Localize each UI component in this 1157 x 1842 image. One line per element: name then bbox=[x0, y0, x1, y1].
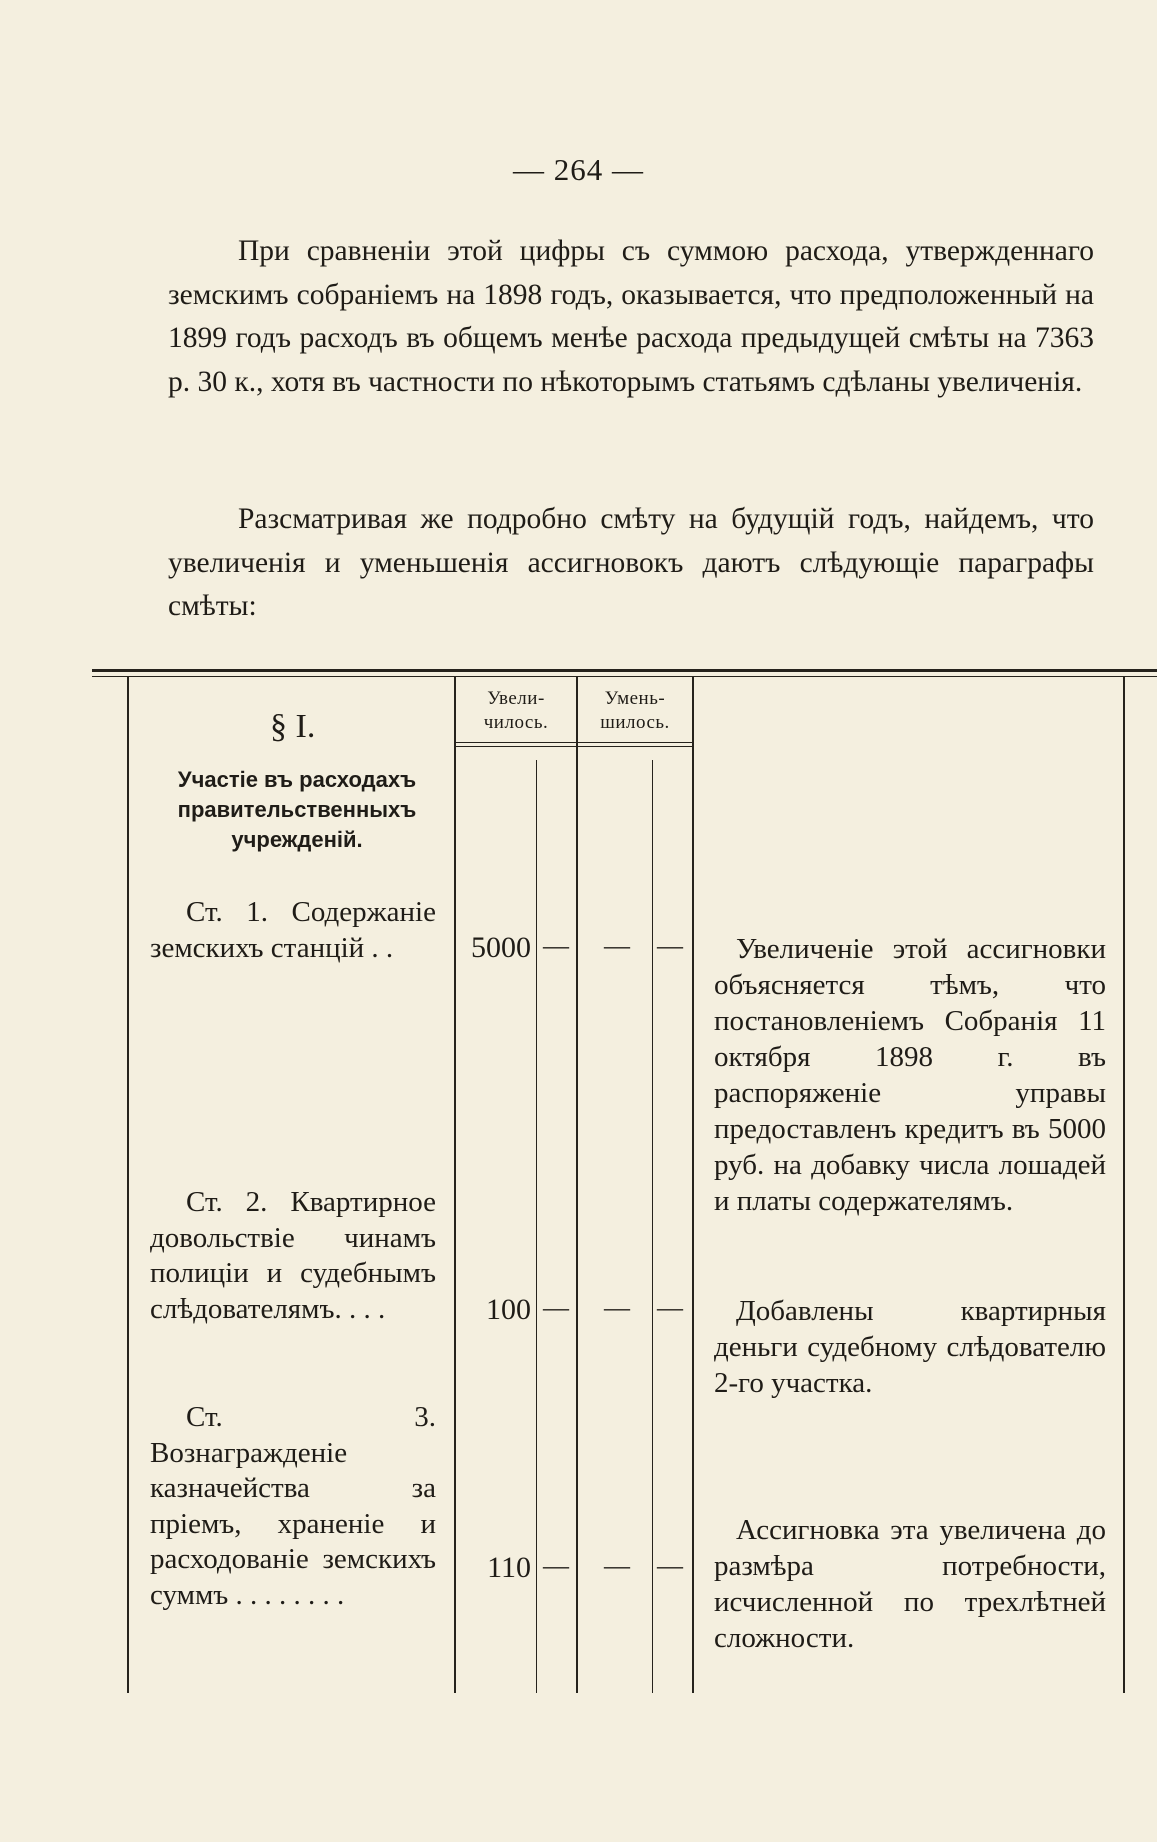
article-1-decreased-dash: — bbox=[604, 931, 630, 960]
article-3-decreased-dash: — bbox=[604, 1551, 630, 1580]
article-2-decreased-kop-dash: — bbox=[657, 1293, 683, 1322]
paragraph-review: Разсматривая же подробно смѣту на будущій годъ, найдемъ, что увеличенія и уменьшенія ассигновокъ даютъ слѣдующіе параграфы смѣты: bbox=[168, 503, 1094, 622]
column-divider-decreased-inner bbox=[652, 760, 653, 1693]
header-decreased: Умень- шилось. bbox=[600, 688, 670, 733]
table-right-border bbox=[1123, 677, 1125, 1693]
table-left-border bbox=[127, 677, 129, 1693]
table-top-rule-thin bbox=[92, 676, 1157, 677]
article-1-increased-dash: — bbox=[543, 931, 569, 960]
article-3-decreased-kop-dash: — bbox=[657, 1551, 683, 1580]
article-3-text: Ст. 3. Вознагражденіе казначейства за пріемъ, храненіе и расходованіе земскихъ суммъ . . . . . . . . bbox=[150, 1401, 436, 1611]
section-title: Участіе въ расходахъ правительственныхъ учрежденій. bbox=[177, 767, 417, 852]
section-sign: § I. bbox=[270, 708, 316, 745]
header-rule-increased-2 bbox=[456, 746, 576, 747]
article-1-decreased-kop-dash: — bbox=[657, 931, 683, 960]
article-2-text: Ст. 2. Квартирное довольствіе чинамъ полиціи и судебнымъ слѣдователямъ. . . . bbox=[150, 1186, 436, 1325]
column-divider-article bbox=[454, 677, 456, 1693]
column-divider-note bbox=[692, 677, 694, 1693]
article-2-note: Добавлены квартирныя деньги судебному слѣдователю 2-го участка. bbox=[714, 1295, 1106, 1399]
header-rule-increased bbox=[456, 742, 576, 743]
column-divider-middle bbox=[576, 677, 578, 1693]
article-3-increased: 110 bbox=[487, 1551, 531, 1584]
article-1-increased: 5000 bbox=[471, 931, 531, 964]
article-2-increased-dash: — bbox=[543, 1293, 569, 1322]
column-divider-increased-inner bbox=[536, 760, 537, 1693]
article-3-increased-dash: — bbox=[543, 1551, 569, 1580]
paragraph-comparison: При сравненіи этой цифры съ суммою расхода, утвержденнаго земскимъ собраніемъ на 1898 годъ, оказывается, что предположенный на 1899 годъ расходъ въ общемъ менѣе расхода предыдущей смѣты на 7363 р. 30 к., хотя въ частности по нѣкоторымъ статьямъ сдѣланы увеличенія. bbox=[168, 235, 1094, 398]
article-3-note: Ассигновка эта увеличена до размѣра потребности, исчисленной по трехлѣтней сложности. bbox=[714, 1514, 1106, 1654]
table-top-rule-thick bbox=[92, 669, 1157, 672]
header-increased: Увели- чилось. bbox=[483, 688, 549, 733]
article-2-increased: 100 bbox=[486, 1293, 531, 1326]
page-number: — 264 — bbox=[513, 152, 644, 187]
article-1-note: Увеличеніе этой ассигновки объясняется тѣмъ, что постановленіемъ Собранія 11 октября 1898 г. въ распоряженіе управы предоставленъ кредитъ въ 5000 руб. на добавку числа лошадей и платы содержателямъ. bbox=[714, 933, 1106, 1217]
article-2-decreased-dash: — bbox=[604, 1293, 630, 1322]
article-1-text: Ст. 1. Содержаніе земскихъ станцій . . bbox=[150, 896, 436, 964]
header-rule-decreased bbox=[578, 742, 692, 743]
header-rule-decreased-2 bbox=[578, 746, 692, 747]
